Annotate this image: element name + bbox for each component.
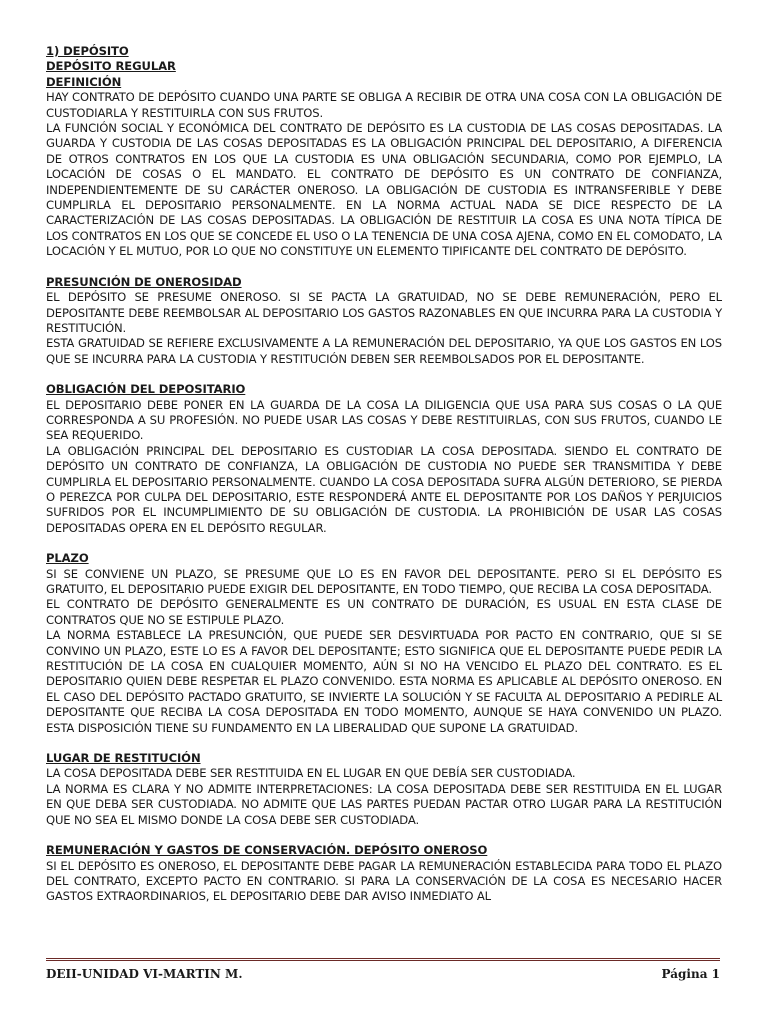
- section-title: PRESUNCIÓN DE ONEROSIDAD: [46, 274, 242, 289]
- section-title: LUGAR DE RESTITUCIÓN: [46, 751, 201, 766]
- footer-label: DEII-UNIDAD VI-MARTIN M.: [46, 967, 243, 981]
- paragraph: SI SE CONVIENE UN PLAZO, SE PRESUME QUE LO ES EN FAVOR DEL DEPOSITANTE. PERO SI EL DEPÓSITO ES GRATUITO, EL DEPOSITARIO PUEDE EXIGIR DEL DEPOSITANTE, EN TODO TIEMPO, QUE RECIBA LA COSA DEPOSITADA.: [46, 566, 722, 596]
- section-title: OBLIGACIÓN DEL DEPOSITARIO: [46, 382, 246, 397]
- paragraph: SI EL DEPÓSITO ES ONEROSO, EL DEPOSITANTE DEBE PAGAR LA REMUNERACIÓN ESTABLECIDA PARA TODO EL PLAZO DEL CONTRATO, EXCEPTO PACTO EN CONTRARIO. SI PARA LA CONSERVACIÓN DE LA COSA ES NECESARIO HACER GASTOS EXTRAORDINARIOS, EL DEPOSITARIO DEBE DAR AVISO INMEDIATO AL: [46, 858, 722, 904]
- paragraph: LA NORMA ESTABLECE LA PRESUNCIÓN, QUE PUEDE SER DESVIRTUADA POR PACTO EN CONTRARIO, QUE SI SE CONVINO UN PLAZO, ESTE LO ES A FAVOR DEL DEPOSITANTE; ESTO SIGNIFICA QUE EL DEPOSITANTE PUEDE PEDIR LA RESTITUCIÓN DE LA COSA EN CUALQUIER MOMENTO, AÚN SI NO HA VENCIDO EL PLAZO DEL CONTRATO. ES EL DEPOSITARIO QUIEN DEBE RESPETAR EL PLAZO CONVENIDO. ESTA NORMA ES APLICABLE AL DEPÓSITO ONEROSO. EN EL CASO DEL DEPÓSITO PACTADO GRATUITO, SE INVIERTE LA SOLUCIÓN Y SE FACULTA AL DEPOSITARIO A PEDIRLE AL DEPOSITANTE QUE RECIBA LA COSA DEPOSITADA EN TODO MOMENTO, AUNQUE SE HAYA CONVENIDO UN PLAZO. ESTA DISPOSICIÓN TIENE SU FUNDAMENTO EN LA LIBERALIDAD QUE SUPONE LA GRATUIDAD.: [46, 628, 722, 735]
- paragraph: EL DEPÓSITO SE PRESUME ONEROSO. SI SE PACTA LA GRATUIDAD, NO SE DEBE REMUNERACIÓN, PERO EL DEPOSITANTE DEBE REEMBOLSAR AL DEPOSITARIO LOS GASTOS RAZONABLES EN QUE INCURRA PARA LA CUSTODIA Y RESTITUCIÓN.: [46, 290, 722, 335]
- section-title: PLAZO: [46, 551, 89, 566]
- paragraph: ESTA GRATUIDAD SE REFIERE EXCLUSIVAMENTE A LA REMUNERACIÓN DEL DEPOSITARIO, YA QUE LOS GASTOS EN LOS QUE SE INCURRA PARA LA CUSTODIA Y RESTITUCIÓN DEBEN SER REEMBOLSADOS POR EL DEPOSITANTE.: [46, 336, 722, 366]
- paragraph: LA COSA DEPOSITADA DEBE SER RESTITUIDA EN EL LUGAR EN QUE DEBÍA SER CUSTODIADA.: [46, 766, 576, 781]
- paragraph: LA FUNCIÓN SOCIAL Y ECONÓMICA DEL CONTRATO DE DEPÓSITO ES LA CUSTODIA DE LAS COSAS DEPOSITADAS. LA GUARDA Y CUSTODIA DE LAS COSAS DEPOSITADAS ES LA OBLIGACIÓN PRINCIPAL DEL DEPOSITARIO, A DIFERENCIA DE OTROS CONTRATOS EN LOS QUE LA CUSTODIA ES UNA OBLIGACIÓN SECUNDARIA, COMO POR EJEMPLO, LA LOCACIÓN DE COSAS O EL MANDATO. EL CONTRATO DE DEPÓSITO ES UN CONTRATO DE CONFIANZA, INDEPENDIENTEMENTE DE SU CARÁCTER ONEROSO. LA OBLIGACIÓN DE CUSTODIA ES INTRANSFERIBLE Y DEBE CUMPLIRLA EL DEPOSITARIO PERSONALMENTE. EN LA NORMA ACTUAL NADA SE DICE RESPECTO DE LA CARACTERIZACIÓN DE LAS COSAS DEPOSITADAS. LA OBLIGACIÓN DE RESTITUIR LA COSA ES UNA NOTA TÍPICA DE LOS CONTRATOS EN LOS QUE SE CONCEDE EL USO O LA TENENCIA DE UNA COSA AJENA, COMO EN EL COMODATO, LA LOCACIÓN Y EL MUTUO, POR LO QUE NO CONSTITUYE UN ELEMENTO TIPIFICANTE DEL CONTRATO DE DEPÓSITO.: [46, 121, 722, 259]
- section-presuncion-onerosidad: [46, 275, 722, 367]
- paragraph: HAY CONTRATO DE DEPÓSITO CUANDO UNA PARTE SE OBLIGA A RECIBIR DE OTRA UNA COSA CON LA OBLIGACIÓN DE CUSTODIARLA Y RESTITUIRLA CON SUS FRUTOS.: [46, 90, 722, 120]
- section-title: DEFINICIÓN: [46, 74, 122, 89]
- section-obligacion-depositario: [46, 382, 722, 536]
- page-number: Página 1: [661, 967, 720, 981]
- section-remuneracion-gastos: [46, 843, 722, 905]
- paragraph: LA NORMA ES CLARA Y NO ADMITE INTERPRETACIONES: LA COSA DEPOSITADA DEBE SER RESTITUIDA EN EL LUGAR EN QUE DEBA SER CUSTODIADA. NO ADMITE QUE LAS PARTES PUEDAN PACTAR OTRO LUGAR PARA LA RESTITUCIÓN QUE NO SEA EL MISMO DONDE LA COSA DEBE SER CUSTODIADA.: [46, 781, 722, 827]
- heading-deposito: 1) DEPÓSITO: [46, 44, 129, 58]
- page-footer: [46, 958, 720, 981]
- paragraph: EL CONTRATO DE DEPÓSITO GENERALMENTE ES UN CONTRATO DE DURACIÓN, ES USUAL EN ESTA CLASE DE CONTRATOS QUE NO SE ESTIPULE PLAZO.: [46, 597, 722, 627]
- heading-deposito-regular: DEPÓSITO REGULAR: [46, 59, 176, 74]
- section-plazo: [46, 551, 722, 736]
- document-body: [46, 44, 722, 905]
- section-lugar-restitucion: [46, 751, 722, 828]
- section-title: REMUNERACIÓN Y GASTOS DE CONSERVACIÓN. DEPÓSITO ONEROSO: [46, 843, 488, 858]
- paragraph: EL DEPOSITARIO DEBE PONER EN LA GUARDA DE LA COSA LA DILIGENCIA QUE USA PARA SUS COSAS O LA QUE CORRESPONDA A SU PROFESIÓN. NO PUEDE USAR LAS COSAS Y DEBE RESTITUIRLAS, CON SUS FRUTOS, CUANDO LE SEA REQUERIDO.: [46, 397, 722, 443]
- section-definicion: [46, 75, 722, 260]
- paragraph: LA OBLIGACIÓN PRINCIPAL DEL DEPOSITARIO ES CUSTODIAR LA COSA DEPOSITADA. SIENDO EL CONTRATO DE DEPÓSITO UN CONTRATO DE CONFIANZA, LA OBLIGACIÓN DE CUSTODIA NO PUEDE SER TRANSMITIDA Y DEBE CUMPLIRLA EL DEPOSITARIO PERSONALMENTE. CUANDO LA COSA DEPOSITADA SUFRA ALGÚN DETERIORO, SE PIERDA O PEREZCA POR CULPA DEL DEPOSITARIO, ESTE RESPONDERÁ ANTE EL DEPOSITANTE POR LOS DAÑOS Y PERJUICIOS SUFRIDOS POR EL INCUMPLIMIENTO DE SU OBLIGACIÓN DE CUSTODIA. LA PROHIBICIÓN DE USAR LAS COSAS DEPOSITADAS OPERA EN EL DEPÓSITO REGULAR.: [46, 443, 722, 535]
